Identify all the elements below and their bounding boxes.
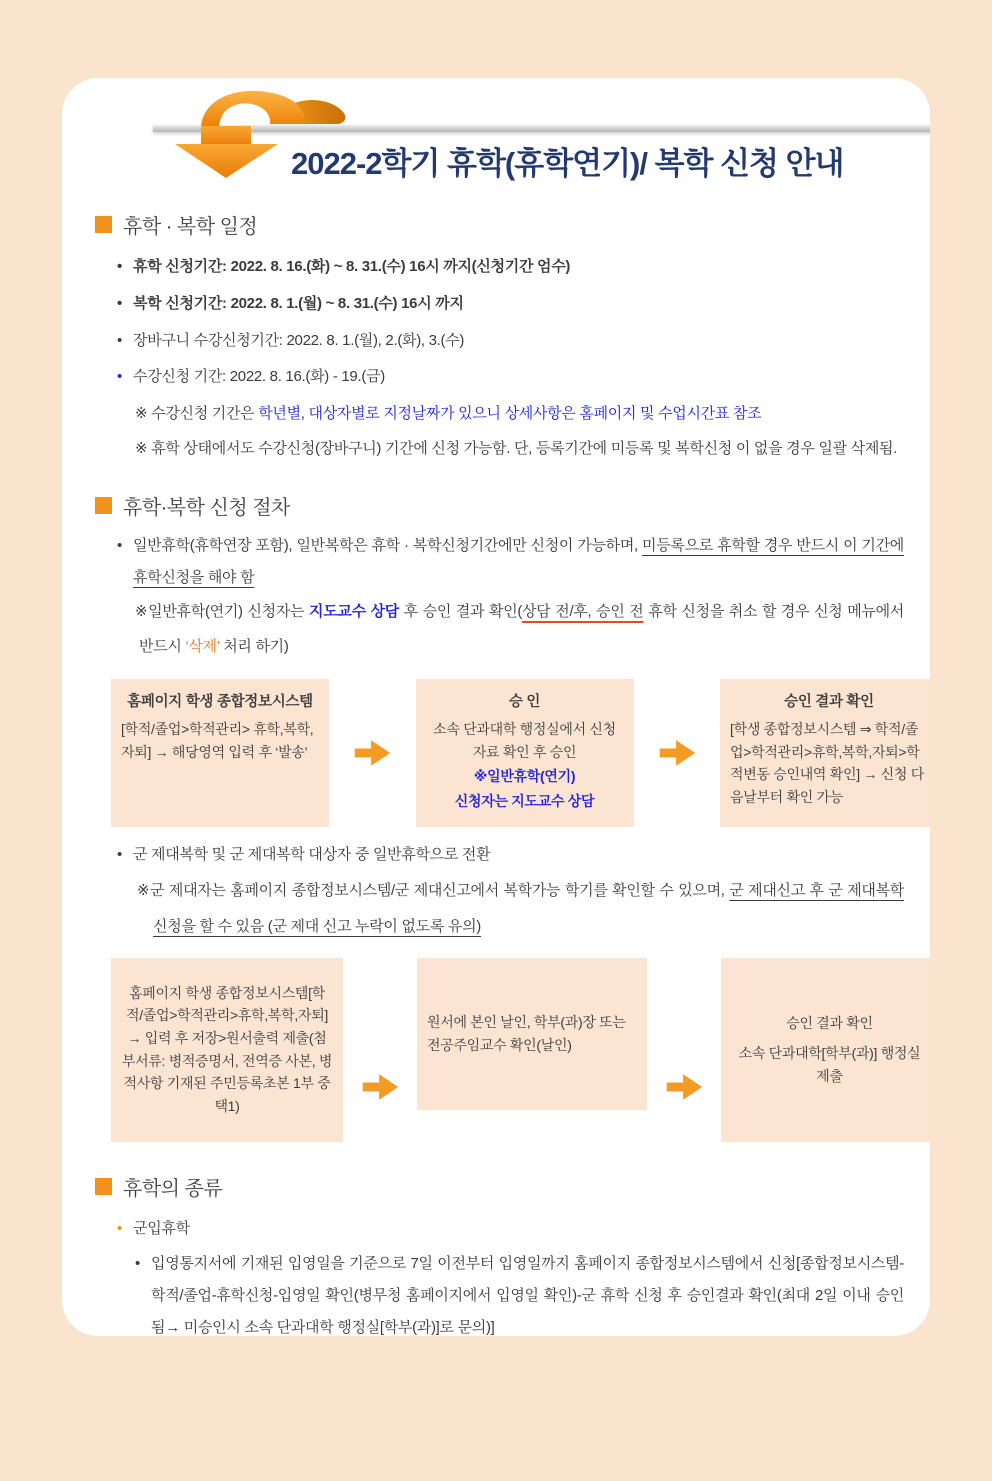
section-types-heading [95, 1172, 904, 1201]
flow2-box-submit-line2: 소속 단과대학[학부(과)] 행정실 제출 [738, 1045, 921, 1085]
types-list [115, 1211, 904, 1336]
section-types-heading-label: 휴학의 종류 [123, 1177, 223, 1200]
flow-arrow-icon [360, 1072, 400, 1102]
section-procedure-heading-label: 휴학·복학 신청 절차 [123, 496, 290, 519]
military-note-prefix: ※군 제대자는 홈페이지 종합정보시스템/군 제대신고에서 복학가능 학기를 확인할 수 있으며, [137, 882, 730, 900]
schedule-item-leave: • 휴학 신청기간: 2022. 8. 16.(화) ~ 8. 31.(수) 16시 까지(신청기간 엄수) [115, 249, 904, 286]
section-bullet-icon [95, 497, 112, 514]
flow1-box-apply-title: 홈페이지 학생 종합정보시스템 [127, 693, 313, 710]
military-note [115, 873, 904, 944]
schedule-item-return: • 복학 신청기간: 2022. 8. 1.(월) ~ 8. 31.(수) 16시 까지 [115, 286, 904, 323]
flow1-box-apply [111, 679, 329, 827]
flow1-box-approve-body: 소속 단과대학 행정실에서 신청 자료 확인 후 승인 [433, 720, 616, 760]
schedule-list [115, 249, 904, 467]
flow2-box-stamp-body: 원서에 본인 날인, 학부(과)장 또는 전공주임교수 확인(날인) [427, 1014, 626, 1053]
schedule-item-cart: • 장바구니 수강신청기간: 2022. 8. 1.(월), 2.(화), 3.(수) [115, 323, 904, 360]
paper-flow-row [111, 958, 930, 1142]
flow1-box-result-title: 승인 결과 확인 [784, 693, 874, 710]
flow1-box-approve-blue2: 신청자는 지도교수 상담 [454, 793, 595, 809]
procedure-note-p1: ※일반휴학(연기) 신청자는 [135, 603, 310, 620]
procedure-note-p4: 처리 하기) [219, 638, 289, 656]
section-bullet-icon [95, 216, 112, 233]
military-note-underline: 군 제대신고 후 군 제대복학신청을 할 수 있음 (군 제대 신고 누락이 없도록 유의) [153, 882, 904, 935]
flow2-box-submit [721, 958, 930, 1142]
procedure-note-delete: ‘삭제’ [185, 638, 220, 656]
schedule-note-1-prefix: ※ 수강신청 기간은 [135, 405, 259, 422]
online-flow-row [111, 679, 930, 827]
section-procedure-heading [95, 491, 904, 520]
flow-arrow-icon [352, 738, 392, 768]
header [95, 78, 904, 196]
flow-arrow-icon [657, 738, 697, 768]
procedure-note-p3: 휴학 신청을 취소 할 경우 신청 메뉴에서 반드시 [139, 603, 904, 656]
types-item-military: • 군입휴학 [115, 1211, 904, 1248]
schedule-note-1 [115, 396, 904, 431]
military-list [115, 837, 904, 944]
flow2-box-submit-line1: 승인 결과 확인 [786, 1014, 873, 1031]
flow1-box-approve [416, 679, 634, 827]
flow2-box-stamp [417, 958, 647, 1110]
procedure-list [115, 530, 904, 665]
flow1-box-apply-body: [학적/졸업>학적관리> 휴학,복학,자퇴] → 해당영역 입력 후 ‘발송’ [121, 720, 314, 760]
schedule-note-1-blue: 학년별, 대상자별로 지정날짜가 있으니 상세사항은 홈페이지 및 수업시간표 참조 [258, 405, 762, 422]
section-bullet-icon [95, 1178, 112, 1195]
military-item: • 군 제대복학 및 군 제대복학 대상자 중 일반휴학으로 전환 [115, 837, 904, 874]
flow1-box-result [720, 679, 930, 827]
section-schedule-heading-label: 휴학 · 복학 일정 [123, 216, 258, 238]
flow1-box-approve-title: 승 인 [508, 693, 541, 710]
flow2-box-print [111, 958, 343, 1142]
procedure-general-prefix: 일반휴학(휴학연장 포함), 일반복학은 휴학 · 복학신청기간에만 신청이 가능하며, [133, 536, 643, 554]
procedure-general-item [115, 530, 904, 595]
section-schedule-heading [95, 210, 904, 239]
types-item-military-detail: • 입영통지서에 기재된 입영일을 기준으로 7일 이전부터 입영일까지 홈페이지 종합정보시스템에서 신청[종합정보시스템-학적/졸업-휴학신청-입영일 확인(병무청 홈페이지에서 입영일 확인)-군 휴학 신청 후 승인결과 확인(최대 2일 이내 승인됨→ 미승인시 소속 단과대학 행정실[학부(과)]로 문의)] [133, 1248, 904, 1337]
procedure-general-underline: 미등록으로 휴학할 경우 반드시 이 기간에 휴학신청을 해야 함 [133, 536, 904, 586]
schedule-note-2: ※ 휴학 상태에서도 수강신청(장바구니) 기간에 신청 가능함. 단, 등록기간에 미등록 및 복학신청 이 없을 경우 일괄 삭제됨. [135, 440, 898, 458]
procedure-note-p2: 후 승인 결과 확인( [398, 603, 523, 620]
flow1-box-approve-blue1: ※일반휴학(연기) [473, 768, 576, 785]
schedule-item-course: • 수강신청 기간: 2022. 8. 16.(화) - 19.(금) [115, 359, 904, 396]
procedure-note-advisor: 지도교수 상담 [309, 603, 399, 620]
notice-card [62, 78, 930, 1336]
flow1-box-result-body: [학생 종합정보시스템 ⇒ 학적/졸업>학적관리>휴학,복학,자퇴>학적변동 승인내역 확인] → 신청 다음날부터 확인 가능 [730, 720, 924, 805]
page-title: 2022-2학기 휴학(휴학연기)/ 복학 신청 안내 [291, 146, 844, 181]
procedure-note-red-underline: 상담 전/후, 승인 전 [522, 603, 644, 620]
flow2-box-print-body: 홈페이지 학생 종합정보시스템[학적/졸업>학적관리>휴학,복학,자퇴] → 입력 후 저장>원서출력 제출(첨부서류: 병적증명서, 전역증 사본, 병적사항 기재된 주민등록초본 1부 중 택1) [121, 984, 333, 1115]
flow-arrow-icon [664, 1072, 704, 1102]
procedure-note [115, 594, 904, 665]
